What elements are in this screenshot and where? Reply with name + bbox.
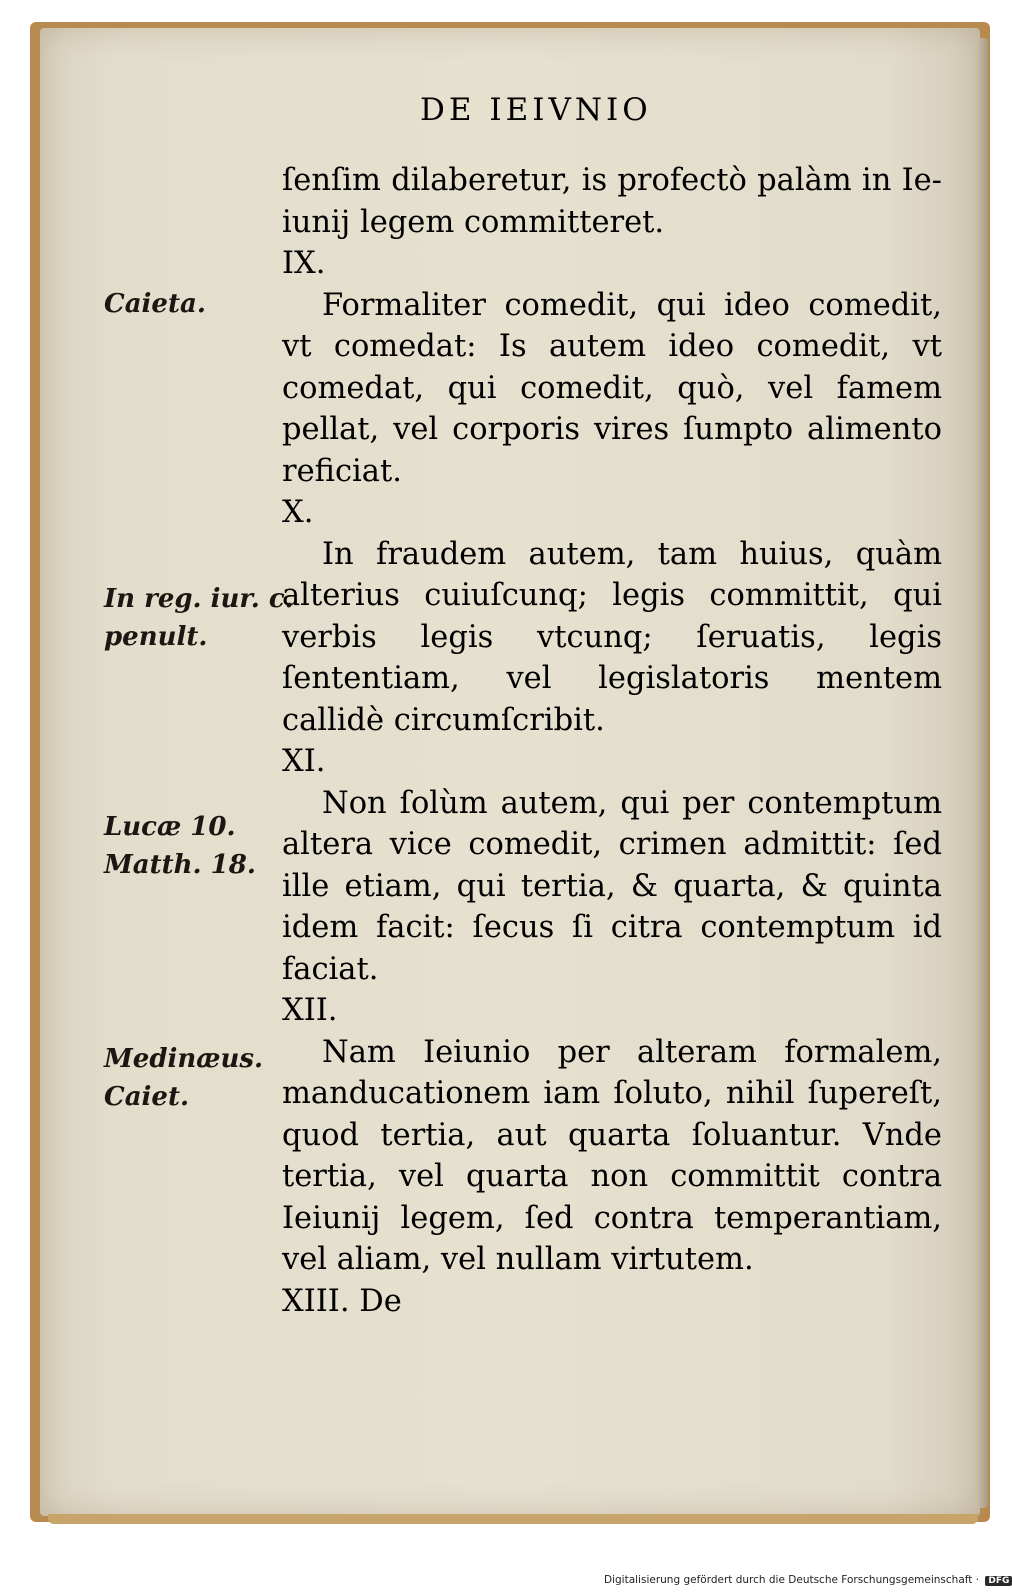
margin-note-line: Caiet. [104, 1082, 190, 1112]
page-edge-bottom [48, 1514, 978, 1524]
catchword: XIII. De [282, 1283, 402, 1319]
margin-note-in-reg [104, 580, 294, 656]
paragraph: Nam Ieiunio per alteram formalem, manducationem iam ſoluto, nihil ſupereſt, quod tertia, aut quarta ſoluantur. Vnde tertia, vel quarta non committit contra Ieiunij legem, ſed contra temperantiam, vel aliam, vel nullam virtutem. [282, 1034, 942, 1277]
paragraph: ſenſim dilaberetur, is profectò palàm in Ie-iunij legem committeret. [282, 163, 942, 240]
paragraph: In fraudem autem, tam huius, quàm alterius cuiuſcunq; legis committit, qui verbis legis vtcunq; ſeruatis, legis ſententiam, vel legislatoris mentem callidè circumſcribit. [282, 536, 942, 738]
main-text-block [282, 160, 942, 1322]
footer-text: Digitalisierung gefördert durch die Deutsche Forschungsgemeinschaft · [604, 1574, 980, 1586]
page-edge-right [976, 38, 988, 1508]
margin-note-medinaeus [104, 1040, 263, 1116]
digitization-footer [604, 1574, 1010, 1590]
dfg-logo: DFG [985, 1576, 1012, 1586]
margin-note-line: Matth. 18. [104, 850, 256, 880]
margin-note-lucae [104, 808, 256, 884]
margin-note-line: In reg. iur. c. [104, 584, 294, 614]
margin-note-line: penult. [104, 622, 208, 652]
margin-note-line: Medinæus. [104, 1044, 264, 1074]
running-head: DE IEIVNIO [420, 92, 652, 128]
paragraph: Non ſolùm autem, qui per contemptum altera vice comedit, crimen admittit: ſed ille etiam, qui tertia, & quarta, & quinta idem facit: ſecus ſi citra contemptum id faciat. [282, 785, 942, 987]
section-numeral: XII. [282, 993, 338, 1028]
margin-note-line: Caieta. [104, 289, 206, 319]
paragraph: Formaliter comedit, qui ideo comedit, vt comedat: Is autem ideo comedit, vt comedat, qui comedit, quò, vel famem pellat, vel corporis vires ſumpto alimento reficiat. [282, 287, 942, 489]
margin-note-line: Lucæ 10. [104, 812, 236, 842]
section-numeral: X. [282, 495, 314, 530]
margin-note-caieta [104, 285, 206, 323]
section-numeral: XI. [282, 744, 326, 779]
section-numeral: IX. [282, 246, 326, 281]
